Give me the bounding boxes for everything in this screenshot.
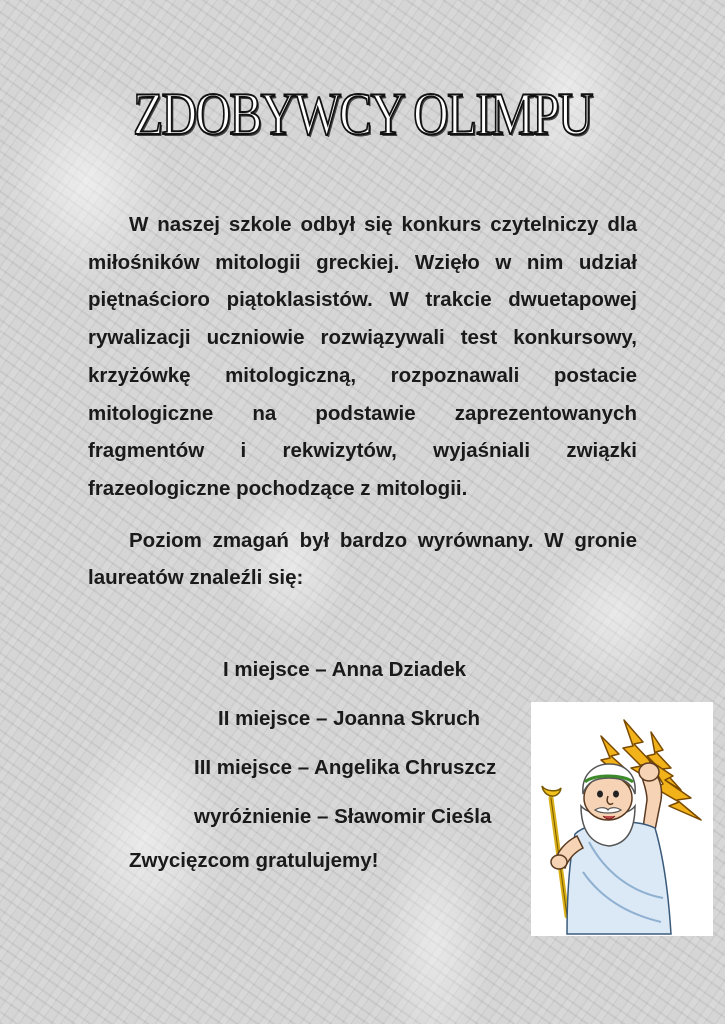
page-title: ZDOBYWCY OLIMPU [133,81,592,147]
zeus-illustration [531,702,713,936]
winner-second-place: II miejsce – Joanna Skruch [218,707,481,730]
winner-distinction: wyróżnienie – Sławomir Cieśla [194,805,492,828]
zeus-with-lightning-icon [531,702,713,936]
congratulations-text: Zwycięzcom gratulujemy! [129,849,379,872]
results-intro-paragraph: Poziom zmagań był bardzo wyrównany. W gronie laureatów znaleźli się: [88,528,637,590]
winner-first-place: I miejsce – Anna Dziadek [223,658,467,681]
winner-third-place: III miejsce – Angelika Chruszcz [194,756,497,779]
intro-paragraph: W naszej szkole odbył się konkurs czytelniczy dla miłośników mitologii greckiej. Wzięło w nim udział piętnaścioro piątoklasistów. W trakcie dwuetapowej rywalizacji uczniowie rozwiązywali test konkursowy, krzyżówkę mitologiczną, rozpoznawali postacie mitologiczne na podstawie zaprezentowanych fragmentów i rekwizytów, wyjaśniali związki frazeologiczne pochodzące z mitologii. [88,213,637,500]
article-body [88,206,637,597]
